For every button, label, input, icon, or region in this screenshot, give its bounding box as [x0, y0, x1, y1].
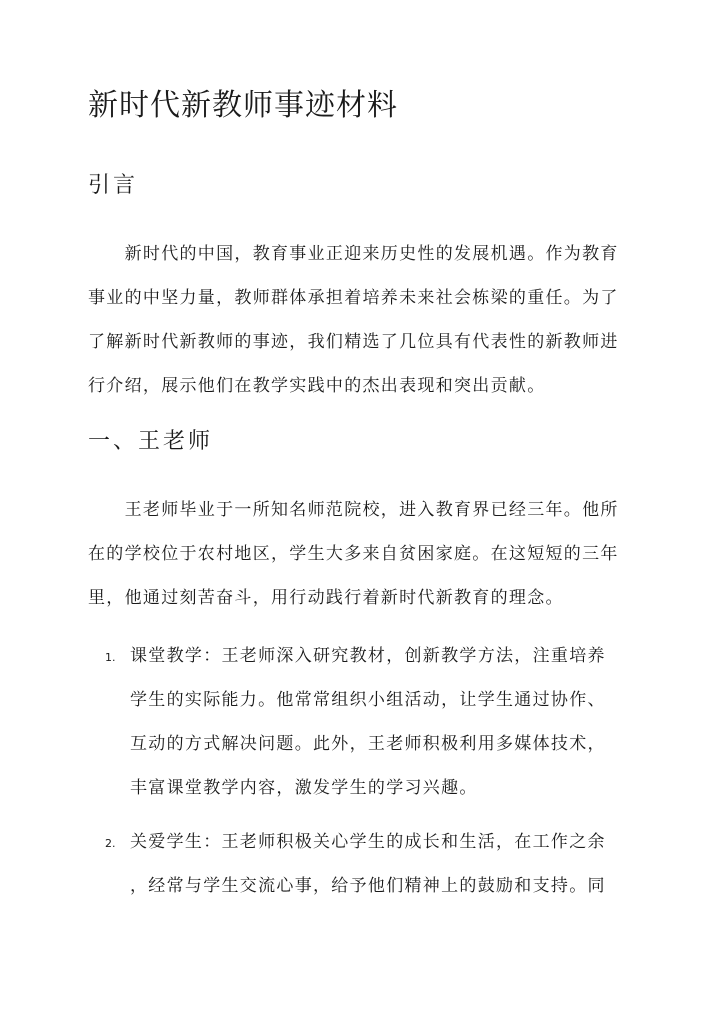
- list-item: [100, 634, 630, 810]
- list-item-line: 关爱学生：王老师积极关心学生的成长和生活，在工作之余: [130, 832, 606, 852]
- paragraph-line: 在的学校位于农村地区，学生大多来自贫困家庭。在这短短的三年: [88, 544, 619, 564]
- intro-paragraph: [88, 232, 636, 408]
- list-number: 2.: [105, 837, 116, 850]
- paragraph-line: 王老师毕业于一所知名师范院校，进入教育界已经三年。他所: [88, 500, 619, 520]
- paragraph-line: 行介绍，展示他们在教学实践中的杰出表现和突出贡献。: [88, 376, 546, 396]
- list-item-line: 课堂教学：王老师深入研究教材，创新教学方法，注重培养: [130, 646, 606, 666]
- paragraph-line: 里，他通过刻苦奋斗，用行动践行着新时代新教育的理念。: [88, 588, 564, 608]
- list-item-line: 丰富课堂教学内容，激发学生的学习兴趣。: [130, 778, 478, 798]
- wang-paragraph: [88, 488, 636, 620]
- section-heading-intro: 引言: [88, 173, 139, 198]
- paragraph-line: 新时代的中国，教育事业正迎来历史性的发展机遇。作为教育: [88, 244, 619, 264]
- list-item: [100, 820, 630, 908]
- list-item-line: 互动的方式解决问题。此外，王老师积极利用多媒体技术，: [130, 734, 606, 754]
- document-title: 新时代新教师事迹材料: [88, 88, 398, 123]
- numbered-list-item-1: [100, 634, 630, 810]
- numbered-list-item-2: [100, 820, 630, 908]
- list-item-line: 学生的实际能力。他常常组织小组活动，让学生通过协作、: [130, 690, 606, 710]
- list-number: 1.: [105, 651, 116, 664]
- section-heading-wang: 一、王老师: [88, 429, 214, 454]
- list-item-line: ，经常与学生交流心事，给予他们精神上的鼓励和支持。同: [130, 876, 606, 896]
- paragraph-line: 了解新时代新教师的事迹，我们精选了几位具有代表性的新教师进: [88, 332, 619, 352]
- paragraph-line: 事业的中坚力量，教师群体承担着培养未来社会栋梁的重任。为了: [88, 288, 619, 308]
